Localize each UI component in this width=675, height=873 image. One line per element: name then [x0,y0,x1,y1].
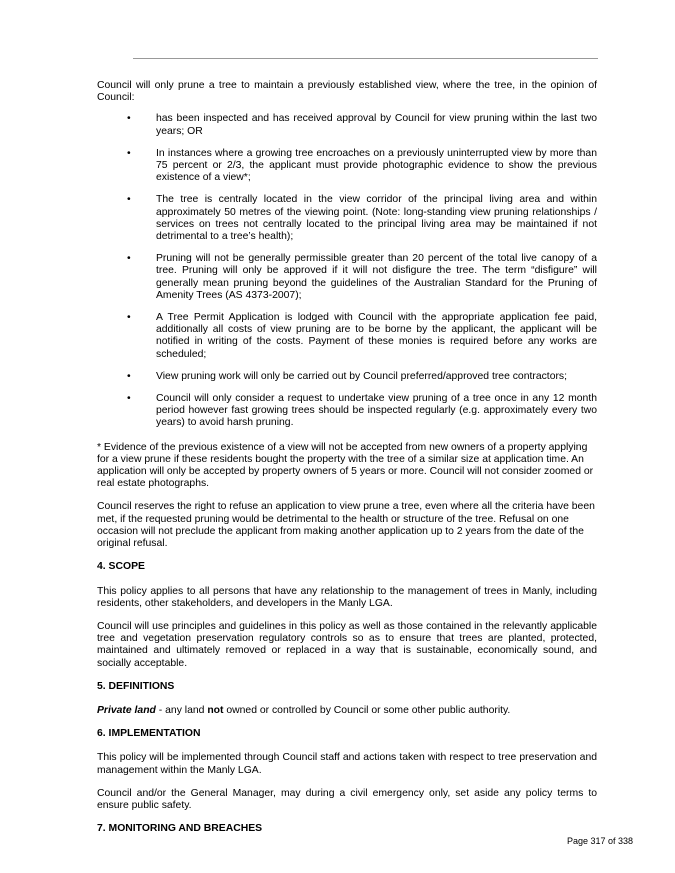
definition-private-land [97,705,597,717]
criteria-list [97,113,597,429]
list-item-text: Pruning will not be generally permissible greater than 20 percent of the total live canopy of a tree. Pruning will only be approved if it will not disfigure the tree. The term “disfigure” will generally mean pruning beyond the guidelines of the Australian Standard for the Pruning of Amenity Trees (AS 4373-2007); [156,253,597,301]
page-number: Page 317 of 338 [566,836,633,846]
list-item [97,253,597,302]
list-item [97,113,597,137]
list-item [97,148,597,185]
implementation-paragraph-1: This policy will be implemented through Council staff and actions taken with respect to tree preservation and management within the Manly LGA. [97,752,597,776]
header-rule [133,58,598,59]
scope-paragraph-2: Council will use principles and guidelines in this policy as well as those contained in the relevantly applicable tree and vegetation preservation regulatory controls so as to ensure that trees are planted, protected, maintained and ultimately removed or replaced in a way that is sustainable, economically sound, and socially acceptable. [97,620,597,669]
intro-paragraph: Council will only prune a tree to maintain a previously established view, where the tree, in the opinion of Council: [97,80,597,104]
section-heading-scope: 4. SCOPE [97,561,145,573]
document-body [97,80,597,847]
bullet-icon: • [127,147,131,159]
bullet-icon: • [127,194,131,206]
definition-text-b: owned or controlled by Council or some other public authority. [223,704,511,716]
scope-paragraph-1: This policy applies to all persons that have any relationship to the management of trees in Manly, including residents, other stakeholders, and developers in the Manly LGA. [97,585,597,609]
implementation-paragraph-2: Council and/or the General Manager, may during a civil emergency only, set aside any policy terms to ensure public safety. [97,787,597,811]
definition-term: Private land [97,704,156,716]
list-item-text: Council will only consider a request to undertake view pruning of a tree once in any 12 month period however fast growing trees should be inspected regularly (e.g. approximately every two years) to avoid harsh pruning. [156,393,597,429]
list-item-text: View pruning work will only be carried out by Council preferred/approved tree contractors; [156,370,568,382]
list-item-text: In instances where a growing tree encroaches on a previously uninterrupted view by more than 75 percent or 2/3, the applicant must provide photographic evidence to show the previous existence of a view*; [156,147,597,184]
bullet-icon: • [127,370,131,382]
definition-emphasis: not [207,704,224,716]
evidence-note: * Evidence of the previous existence of a view will not be accepted from new owners of a property applying for a view prune if these residents bought the property with the tree of a similar size at application time. An application will only be accepted by property owners of 5 years or more. Council will not consider zoomed or real estate photographs. [97,441,594,490]
list-item-text: The tree is centrally located in the view corridor of the principal living area and within approximately 50 metres of the viewing point. (Note: long-standing view pruning relationships / services on trees not centrally located to the principal living area may be maintained if not detrimental to a tree’s health); [156,194,597,243]
list-item [97,393,597,430]
list-item [97,312,597,361]
list-item [97,194,597,243]
list-item-text: A Tree Permit Application is lodged with Council with the appropriate application fee paid, additionally all costs of view pruning are to be borne by the applicant, the applicant will be notified in writing of the costs. Payment of these monies is required before any works are scheduled; [156,312,597,360]
list-item [97,371,597,383]
section-heading-definitions: 5. DEFINITIONS [97,680,175,692]
section-heading-monitoring: 7. MONITORING AND BREACHES [97,823,263,835]
bullet-icon: • [127,312,131,324]
list-item-text: has been inspected and has received approval by Council for view pruning within the last two years; OR [156,113,597,137]
section-heading-implementation: 6. IMPLEMENTATION [97,728,201,740]
refusal-note: Council reserves the right to refuse an application to view prune a tree, even where all the criteria have been met, if the requested pruning would be detrimental to the health or structure of the tree. Refusal on one occasion will not preclude the applicant from making another application up to 2 years from the date of the original refusal. [97,501,595,550]
bullet-icon: • [127,113,131,125]
bullet-icon: • [127,253,131,265]
bullet-icon: • [127,393,131,405]
definition-text-a: - any land [155,704,208,716]
